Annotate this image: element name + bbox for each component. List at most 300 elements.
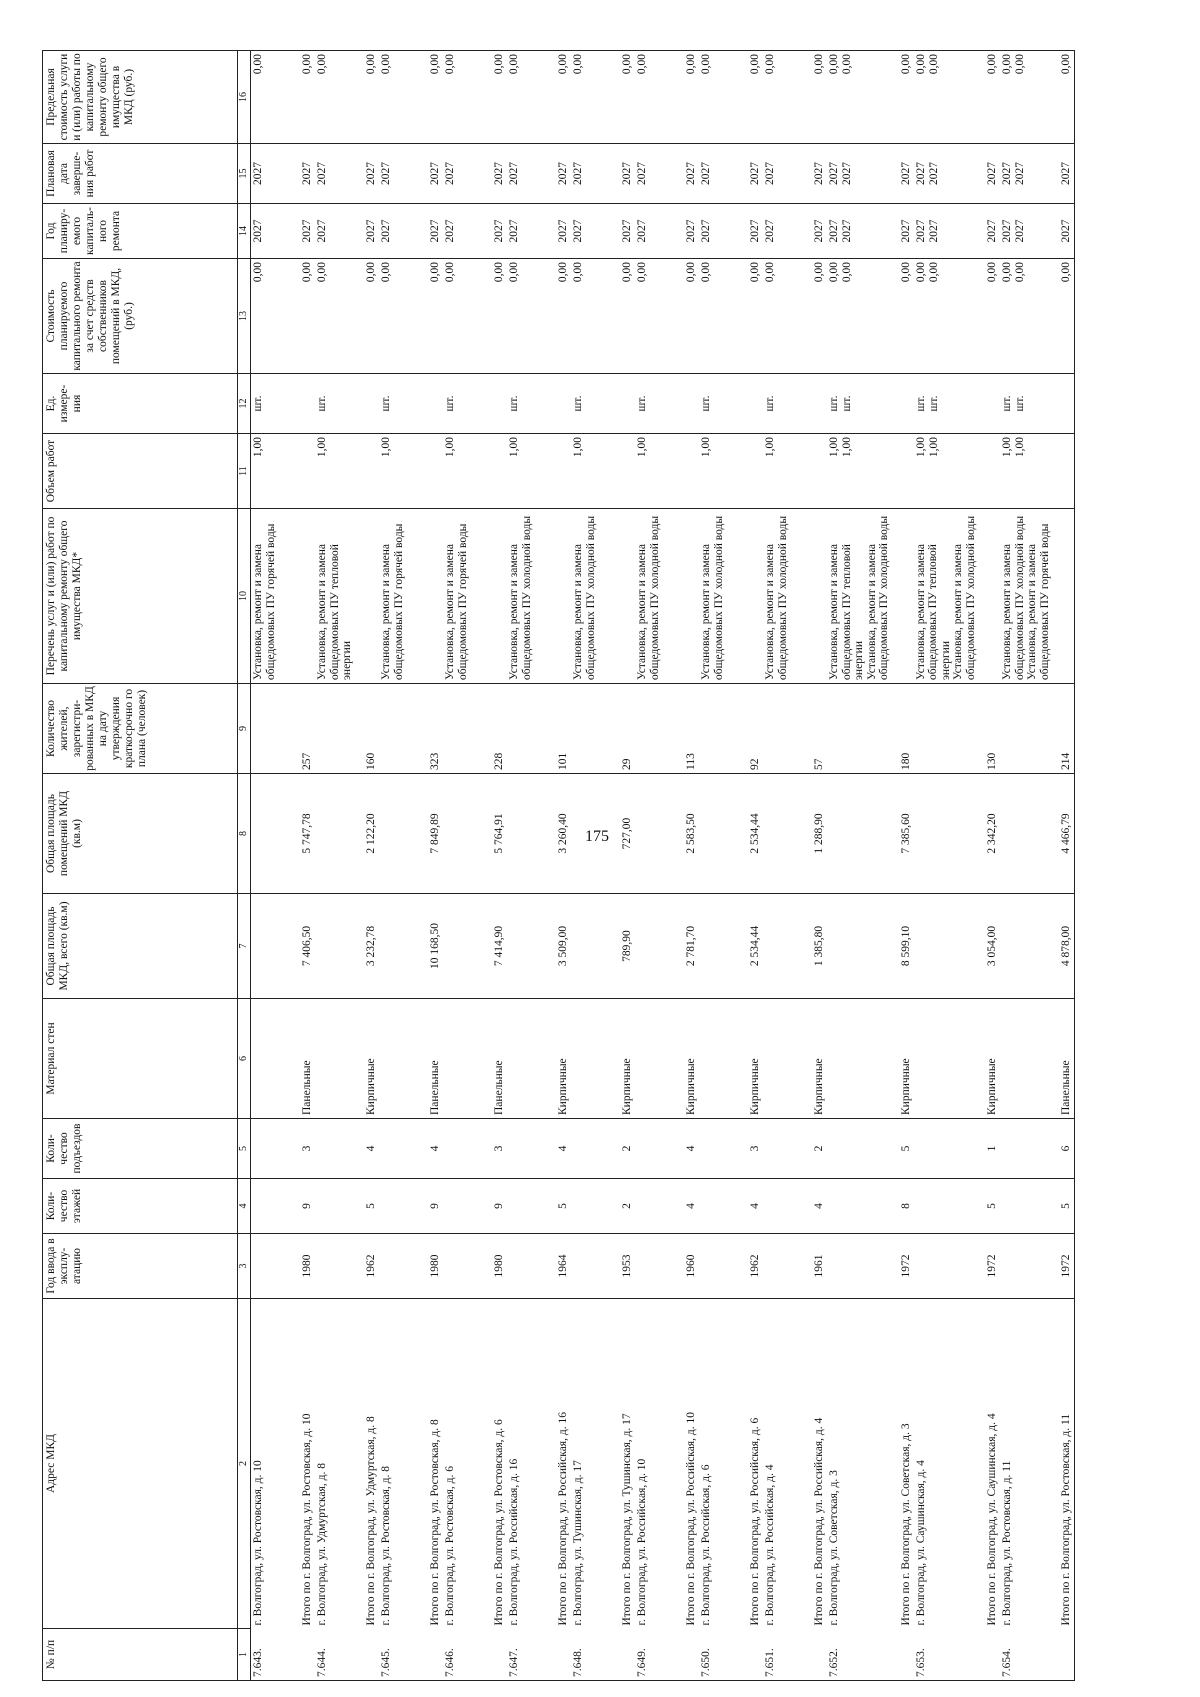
unit-cell-line: шт.: [636, 395, 648, 412]
col-header: Плановая дата заверше-ния работ: [43, 144, 238, 204]
residents-cell: [914, 684, 979, 774]
premises-area-cell: 2 583,50: [677, 774, 699, 894]
unit-cell: [805, 374, 827, 434]
works-list-cell: [741, 509, 763, 684]
col-header: Стоимость планируемого капитального ремонта за счет средств собственников помещений в МКД, (руб.): [43, 259, 238, 374]
premises-area-cell: 1 288,90: [805, 774, 827, 894]
table-row-total: [805, 51, 827, 1681]
wall-material-cell: [1000, 999, 1052, 1119]
cost-cell: 0,00: [892, 259, 914, 374]
unit-cell-line: шт.: [927, 395, 940, 412]
year-cell: 1980: [293, 1234, 315, 1299]
limit-cost-cell: [571, 51, 613, 144]
cost-cell-line: 0,00: [1001, 262, 1013, 283]
col-number: 5: [238, 1119, 251, 1179]
row-number: 7.654.: [1000, 1629, 1052, 1681]
unit-cell: [827, 374, 892, 434]
work-volume-cell: [251, 434, 294, 509]
address-cell: г. Волгоград, ул. Российская, д. 16: [507, 1299, 549, 1629]
works-list-cell: [549, 509, 571, 684]
address-cell: г. Волгоград, ул. Саушинская, д. 4: [914, 1299, 979, 1629]
limit-cost-cell-line: 0,00: [841, 54, 853, 75]
cost-cell-line: 0,00: [1014, 262, 1026, 283]
row-number: 7.652.: [827, 1629, 892, 1681]
limit-cost-cell: 0,00: [1052, 51, 1075, 144]
total-area-cell: [635, 894, 677, 999]
wall-material-cell: Кирпичные: [357, 999, 379, 1119]
row-number: [978, 1629, 1000, 1681]
work-volume-cell: [571, 434, 613, 509]
unit-cell: [357, 374, 379, 434]
year-cell: [914, 1234, 979, 1299]
entrances-cell: [699, 1119, 741, 1179]
residents-cell: [699, 684, 741, 774]
wall-material-cell: [635, 999, 677, 1119]
cost-cell: 0,00: [293, 259, 315, 374]
year-cell: [827, 1234, 892, 1299]
col-number: 11: [238, 434, 251, 509]
limit-cost-cell: [914, 51, 979, 144]
end-date-cell: [635, 144, 677, 204]
works-list-cell-line: Установка, ремонт и замена общедомовых ПУ горячей воды: [1026, 523, 1051, 680]
work-volume-cell: [1052, 434, 1075, 509]
unit-cell-line: шт.: [380, 395, 392, 412]
table-row-item: [571, 51, 613, 1681]
total-area-cell: 7 414,90: [485, 894, 507, 999]
total-area-cell: [443, 894, 485, 999]
total-area-cell: 3 054,00: [978, 894, 1000, 999]
works-list-cell-line: Установка, ремонт и замена общедомовых ПУ горячей воды: [252, 523, 277, 680]
planned-year-cell-line: 2027: [444, 219, 456, 243]
col-header: Год планиру-емого капиталь-ного ремонта: [43, 204, 238, 259]
floors-cell: 5: [357, 1179, 379, 1234]
wall-material-cell: [571, 999, 613, 1119]
rotated-table-container: [42, 51, 1142, 1681]
table-row-item: [827, 51, 892, 1681]
row-number: [1052, 1629, 1075, 1681]
wall-material-cell: [914, 999, 979, 1119]
residents-cell: 29: [613, 684, 635, 774]
work-volume-cell-line: 1,00: [636, 437, 648, 458]
cost-cell-line: 0,00: [252, 262, 264, 283]
limit-cost-cell: [379, 51, 421, 144]
entrances-cell: 5: [892, 1119, 914, 1179]
total-area-cell: [507, 894, 549, 999]
unit-cell: [507, 374, 549, 434]
planned-year-cell: 2027: [485, 204, 507, 259]
cost-cell-line: 0,00: [841, 262, 853, 283]
limit-cost-cell: [315, 51, 357, 144]
limit-cost-cell: 0,00: [549, 51, 571, 144]
limit-cost-cell-line: 0,00: [444, 54, 456, 75]
end-date-cell: [379, 144, 421, 204]
entrances-cell: [443, 1119, 485, 1179]
end-date-cell-line: 2027: [636, 162, 648, 185]
table-row-total: [357, 51, 379, 1681]
wall-material-cell: Панельные: [421, 999, 443, 1119]
total-area-cell: 3 232,78: [357, 894, 379, 999]
total-area-cell: [763, 894, 805, 999]
cost-cell-line: 0,00: [636, 262, 648, 283]
unit-cell: [379, 374, 421, 434]
limit-cost-cell: 0,00: [357, 51, 379, 144]
works-list-cell: [914, 509, 979, 684]
work-volume-cell: [485, 434, 507, 509]
col-header: Год ввода в эксплу-атацию: [43, 1234, 238, 1299]
entrances-cell: [1000, 1119, 1052, 1179]
cost-cell-line: 0,00: [380, 262, 392, 283]
end-date-cell: 2027: [978, 144, 1000, 204]
total-area-cell: 3 509,00: [549, 894, 571, 999]
end-date-cell: 2027: [892, 144, 914, 204]
limit-cost-cell: [827, 51, 892, 144]
col-number: 14: [238, 204, 251, 259]
col-number: 12: [238, 374, 251, 434]
total-area-cell: [699, 894, 741, 999]
work-volume-cell: [699, 434, 741, 509]
cost-cell-line: 0,00: [764, 262, 776, 283]
row-number: 7.650.: [699, 1629, 741, 1681]
premises-area-cell: 2 342,20: [978, 774, 1000, 894]
work-volume-cell: [914, 434, 979, 509]
work-volume-cell: [827, 434, 892, 509]
works-list-cell-line: Установка, ремонт и замена общедомовых ПУ холодной воды: [865, 515, 890, 680]
unit-cell: [892, 374, 914, 434]
cost-cell: 0,00: [741, 259, 763, 374]
wall-material-cell: Панельные: [485, 999, 507, 1119]
row-number: [677, 1629, 699, 1681]
floors-cell: 5: [549, 1179, 571, 1234]
row-number: 7.644.: [315, 1629, 357, 1681]
table-row-item: [914, 51, 979, 1681]
limit-cost-cell: 0,00: [613, 51, 635, 144]
work-volume-cell: [805, 434, 827, 509]
works-list-cell: [805, 509, 827, 684]
end-date-cell: [315, 144, 357, 204]
year-cell: [251, 1234, 294, 1299]
col-number: 4: [238, 1179, 251, 1234]
work-volume-cell: [379, 434, 421, 509]
address-cell: г. Волгоград, ул. Российская, д. 4: [763, 1299, 805, 1629]
limit-cost-cell-line: 0,00: [636, 54, 648, 75]
planned-year-cell: 2027: [613, 204, 635, 259]
row-number: [421, 1629, 443, 1681]
wall-material-cell: Кирпичные: [805, 999, 827, 1119]
table-row-total: [978, 51, 1000, 1681]
row-number: [357, 1629, 379, 1681]
cost-cell: [443, 259, 485, 374]
end-date-cell: 2027: [1052, 144, 1075, 204]
works-list-cell: [763, 509, 805, 684]
work-volume-cell-line: 1,00: [380, 437, 392, 458]
floors-cell: [827, 1179, 892, 1234]
table-row-total: [1052, 51, 1075, 1681]
unit-cell-line: шт.: [764, 395, 776, 412]
limit-cost-cell: [443, 51, 485, 144]
end-date-cell-line: 2027: [764, 162, 776, 185]
col-header: Ед. измере-ния: [43, 374, 238, 434]
unit-cell: [251, 374, 294, 434]
limit-cost-cell-line: 0,00: [380, 54, 392, 75]
table-row-item: [507, 51, 549, 1681]
row-number: [485, 1629, 507, 1681]
row-number: [613, 1629, 635, 1681]
works-list-cell-line: Установка, ремонт и замена общедомовых ПУ холодной воды: [1001, 515, 1026, 680]
entrances-cell: [571, 1119, 613, 1179]
work-volume-cell-line: 1,00: [1014, 437, 1026, 458]
planned-year-cell-line: 2027: [914, 219, 927, 243]
table-row-total: [892, 51, 914, 1681]
premises-area-cell: [251, 774, 294, 894]
limit-cost-cell-line: 0,00: [1014, 54, 1026, 75]
year-cell: 1980: [421, 1234, 443, 1299]
floors-cell: 4: [741, 1179, 763, 1234]
work-volume-cell: [357, 434, 379, 509]
cost-cell: [379, 259, 421, 374]
residents-cell: 92: [741, 684, 763, 774]
cost-cell-line: 0,00: [828, 262, 840, 283]
limit-cost-cell-line: 0,00: [700, 54, 712, 75]
residents-cell: 257: [293, 684, 315, 774]
unit-cell-line: шт.: [1001, 395, 1013, 412]
limit-cost-cell: [1000, 51, 1052, 144]
unit-cell-line: шт.: [316, 395, 328, 412]
end-date-cell: [699, 144, 741, 204]
works-list-cell: [379, 509, 421, 684]
year-cell: 1972: [1052, 1234, 1075, 1299]
row-number: 7.649.: [635, 1629, 677, 1681]
residents-cell: [315, 684, 357, 774]
planned-year-cell: [914, 204, 979, 259]
cost-cell-line: 0,00: [914, 262, 927, 283]
cost-cell-line: 0,00: [508, 262, 520, 283]
planned-year-cell: 2027: [741, 204, 763, 259]
total-area-cell: [914, 894, 979, 999]
year-cell: [443, 1234, 485, 1299]
end-date-cell: [571, 144, 613, 204]
premises-area-cell: [315, 774, 357, 894]
col-number: 9: [238, 684, 251, 774]
wall-material-cell: Кирпичные: [549, 999, 571, 1119]
column-number-row: [238, 51, 251, 1681]
limit-cost-cell: 0,00: [485, 51, 507, 144]
row-number: 7.643.: [251, 1629, 294, 1681]
planned-year-cell-line: 2027: [927, 219, 940, 243]
col-number: 16: [238, 51, 251, 144]
works-list-cell-line: Установка, ремонт и замена общедомовых ПУ тепловой энергии: [828, 544, 865, 680]
unit-cell: [293, 374, 315, 434]
col-number: 6: [238, 999, 251, 1119]
cost-cell: 0,00: [357, 259, 379, 374]
address-cell: Итого по г. Волгоград, ул. Ростовская, д. 6: [485, 1299, 507, 1629]
premises-area-cell: [507, 774, 549, 894]
address-cell: г. Волгоград, ул. Российская, д. 10: [635, 1299, 677, 1629]
planned-year-cell: 2027: [421, 204, 443, 259]
works-list-cell-line: Установка, ремонт и замена общедомовых ПУ холодной воды: [700, 515, 725, 680]
col-header: Предельная стоимость услуги и (или) работы по капитальному ремонту общего имущества в МКД (руб.): [43, 51, 238, 144]
floors-cell: [379, 1179, 421, 1234]
cost-cell: 0,00: [677, 259, 699, 374]
total-area-cell: [1000, 894, 1052, 999]
planned-year-cell: 2027: [805, 204, 827, 259]
limit-cost-cell: 0,00: [805, 51, 827, 144]
planned-year-cell: [827, 204, 892, 259]
residents-cell: [379, 684, 421, 774]
residents-cell: 101: [549, 684, 571, 774]
address-cell: Итого по г. Волгоград, ул. Саушинская, д. 4: [978, 1299, 1000, 1629]
end-date-cell-line: 2027: [1001, 162, 1013, 185]
works-list-cell: [892, 509, 914, 684]
limit-cost-cell: 0,00: [677, 51, 699, 144]
row-number: 7.651.: [763, 1629, 805, 1681]
unit-cell: [763, 374, 805, 434]
total-area-cell: 7 406,50: [293, 894, 315, 999]
entrances-cell: 2: [613, 1119, 635, 1179]
wall-material-cell: [699, 999, 741, 1119]
address-cell: Итого по г. Волгоград, ул. Российская, д. 6: [741, 1299, 763, 1629]
entrances-cell: 2: [805, 1119, 827, 1179]
work-volume-cell: [677, 434, 699, 509]
address-cell: г. Волгоград, ул. Советская, д. 3: [827, 1299, 892, 1629]
end-date-cell-line: 2027: [828, 162, 840, 185]
end-date-cell-line: 2027: [444, 162, 456, 185]
work-volume-cell: [315, 434, 357, 509]
unit-cell: [613, 374, 635, 434]
address-cell: Итого по г. Волгоград, ул. Удмуртская, д. 8: [357, 1299, 379, 1629]
works-list-cell-line: Установка, ремонт и замена общедомовых ПУ холодной воды: [764, 515, 789, 680]
end-date-cell: 2027: [741, 144, 763, 204]
premises-area-cell: 5 764,91: [485, 774, 507, 894]
table-row-total: [421, 51, 443, 1681]
floors-cell: 5: [978, 1179, 1000, 1234]
limit-cost-cell: 0,00: [741, 51, 763, 144]
entrances-cell: 4: [421, 1119, 443, 1179]
col-header: Общая площадь помещений МКД (кв.м): [43, 774, 238, 894]
work-volume-cell: [293, 434, 315, 509]
residents-cell: [635, 684, 677, 774]
entrances-cell: 3: [293, 1119, 315, 1179]
works-list-cell: [357, 509, 379, 684]
address-cell: г. Волгоград, ул. Российская, д. 6: [699, 1299, 741, 1629]
premises-area-cell: 2 122,20: [357, 774, 379, 894]
col-number: 8: [238, 774, 251, 894]
planned-year-cell: 2027: [978, 204, 1000, 259]
end-date-cell: 2027: [421, 144, 443, 204]
address-cell: Итого по г. Волгоград, ул. Ростовская, д. 8: [421, 1299, 443, 1629]
year-cell: [507, 1234, 549, 1299]
row-number: 7.647.: [507, 1629, 549, 1681]
table-row-total: [677, 51, 699, 1681]
address-cell: Итого по г. Волгоград, ул. Ростовская, д. 10: [293, 1299, 315, 1629]
entrances-cell: [251, 1119, 294, 1179]
end-date-cell: 2027: [677, 144, 699, 204]
work-volume-cell-line: 1,00: [572, 437, 584, 458]
wall-material-cell: [827, 999, 892, 1119]
residents-cell: 228: [485, 684, 507, 774]
work-volume-cell-line: 1,00: [1001, 437, 1013, 458]
year-cell: 1962: [357, 1234, 379, 1299]
floors-cell: 2: [613, 1179, 635, 1234]
end-date-cell: 2027: [549, 144, 571, 204]
entrances-cell: [914, 1119, 979, 1179]
year-cell: [571, 1234, 613, 1299]
cost-cell: 0,00: [978, 259, 1000, 374]
end-date-cell: [251, 144, 294, 204]
limit-cost-cell: 0,00: [421, 51, 443, 144]
limit-cost-cell-line: 0,00: [316, 54, 328, 75]
premises-area-cell: [443, 774, 485, 894]
works-list-cell: [571, 509, 613, 684]
residents-cell: 323: [421, 684, 443, 774]
end-date-cell-line: 2027: [914, 162, 927, 185]
work-volume-cell: [549, 434, 571, 509]
col-header: Количество жителей, зарегистри-рованных в МКД на дату утверждения краткосрочно го плана (человек): [43, 684, 238, 774]
planned-year-cell-line: 2027: [764, 219, 776, 243]
cost-cell: [827, 259, 892, 374]
work-volume-cell: [613, 434, 635, 509]
address-cell: Итого по г. Волгоград, ул. Ростовская, д. 11: [1052, 1299, 1075, 1629]
planned-year-cell: 2027: [677, 204, 699, 259]
works-list-cell: [443, 509, 485, 684]
end-date-cell: [507, 144, 549, 204]
unit-cell-line: шт.: [914, 395, 927, 412]
planned-year-cell: [763, 204, 805, 259]
work-volume-cell: [978, 434, 1000, 509]
col-number: 7: [238, 894, 251, 999]
end-date-cell-line: 2027: [252, 162, 264, 185]
cost-cell-line: 0,00: [444, 262, 456, 283]
floors-cell: 9: [293, 1179, 315, 1234]
col-header: № п/п: [43, 1629, 238, 1681]
unit-cell-line: шт.: [1014, 395, 1026, 412]
wall-material-cell: Кирпичные: [741, 999, 763, 1119]
floors-cell: 4: [805, 1179, 827, 1234]
cost-cell: [315, 259, 357, 374]
work-volume-cell-line: 1,00: [764, 437, 776, 458]
header-row: [43, 51, 238, 1681]
wall-material-cell: Панельные: [293, 999, 315, 1119]
works-list-cell: [1000, 509, 1052, 684]
unit-cell-line: шт.: [444, 395, 456, 412]
wall-material-cell: [315, 999, 357, 1119]
premises-area-cell: [763, 774, 805, 894]
total-area-cell: 4 878,00: [1052, 894, 1075, 999]
floors-cell: [914, 1179, 979, 1234]
cost-cell-line: 0,00: [316, 262, 328, 283]
unit-cell: [914, 374, 979, 434]
wall-material-cell: Кирпичные: [978, 999, 1000, 1119]
end-date-cell: 2027: [613, 144, 635, 204]
year-cell: [379, 1234, 421, 1299]
residents-cell: [443, 684, 485, 774]
works-list-cell: [485, 509, 507, 684]
col-header: Адрес МКД: [43, 1299, 238, 1629]
residents-cell: [1000, 684, 1052, 774]
work-volume-cell-line: 1,00: [841, 437, 853, 458]
end-date-cell-line: 2027: [316, 162, 328, 185]
work-volume-cell-line: 1,00: [927, 437, 940, 458]
row-number: 7.645.: [379, 1629, 421, 1681]
residents-cell: [251, 684, 294, 774]
limit-cost-cell: [763, 51, 805, 144]
col-number: 1: [238, 1629, 251, 1681]
entrances-cell: [507, 1119, 549, 1179]
works-list-cell-line: Установка, ремонт и замена общедомовых ПУ горячей воды: [380, 523, 405, 680]
row-number: [805, 1629, 827, 1681]
entrances-cell: 1: [978, 1119, 1000, 1179]
planned-year-cell: [315, 204, 357, 259]
work-volume-cell-line: 1,00: [700, 437, 712, 458]
